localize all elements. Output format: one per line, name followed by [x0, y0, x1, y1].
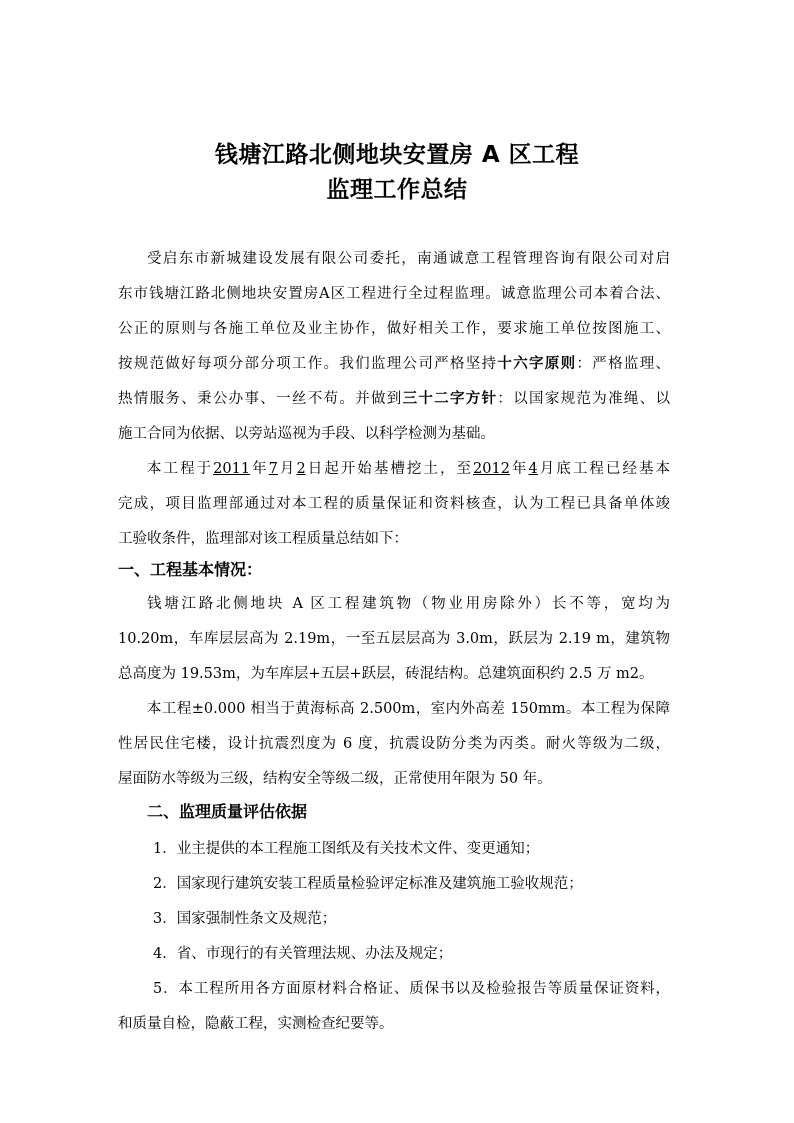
- start-day: 2: [296, 461, 306, 477]
- section-1-heading: 一、工程基本情况：: [118, 560, 263, 579]
- intro-line-1: 受启东市新城建设发展有限公司委托，南通诚意工程管理咨询有限公司对启: [147, 251, 670, 267]
- progress-text: 年: [509, 461, 529, 477]
- basis-item-5-line-1: 5．本工程所用各方面原材料合格证、质保书以及检验报告等质量保证资料，: [153, 981, 670, 997]
- thirty-two-char-policy: 三十二字方针: [402, 390, 498, 407]
- section-1-para-2-line-3: 屋面防水等级为三级，结构安全等级二级，正常使用年限为 50 年。: [118, 771, 552, 787]
- progress-line-2: 完成，项目监理部通过对本工程的质量保证和资料核查，认为工程已具备单体竣: [118, 496, 670, 512]
- intro-line-4-text-a: 按规范做好每项分部分项工作。我们监理公司严格坚持: [118, 356, 498, 372]
- start-year: 2011: [213, 461, 251, 477]
- document-subtitle: 监理工作总结: [326, 177, 468, 203]
- progress-text: 本工程于: [147, 461, 214, 477]
- basis-item-1: 1．业主提供的本工程施工图纸及有关技术文件、变更通知；: [153, 841, 540, 857]
- progress-text: 月底工程已经基本: [537, 461, 671, 477]
- section-1-para-2-line-2: 性居民住宅楼，设计抗震烈度为 6 度，抗震设防分类为丙类。耐火等级为二级，: [118, 736, 670, 752]
- intro-line-5: [118, 388, 670, 410]
- intro-line-5-text-b: ：以国家规范为准绳、以: [497, 391, 671, 407]
- section-1-para-1-line-3: 总高度为 19.53m，为车库层+五层+跃层，砖混结构。总建筑面积约 2.5 万 m2。: [118, 666, 654, 682]
- end-year: 2012: [473, 461, 510, 477]
- progress-text: 月: [277, 461, 297, 477]
- basis-item-5-line-2: 和质量自检，隐蔽工程，实测检查纪要等。: [118, 1016, 394, 1032]
- document-title: 钱塘江路北侧地块安置房 A 区工程: [214, 142, 580, 168]
- section-1-para-2-line-1: 本工程±0.000 相当于黄海标高 2.500m，室内外高差 150mm。本工程为保障: [147, 701, 670, 717]
- end-month: 4: [528, 461, 538, 477]
- section-1-para-1-line-1: 钱塘江路北侧地块 A 区工程建筑物（物业用房除外）长不等，宽均为: [147, 596, 670, 612]
- intro-line-4-text-b: ：严格监理、: [576, 356, 671, 372]
- section-1-para-1-line-2: 10.20m，车库层层高为 2.19m，一至五层层高为 3.0m，跃层为 2.19 m，建筑物: [118, 631, 670, 647]
- progress-text: 日起开始基槽挖土，至: [305, 461, 474, 477]
- intro-line-3: 公正的原则与各施工单位及业主协作，做好相关工作，要求施工单位按图施工、: [118, 321, 670, 337]
- basis-item-3: 3．国家强制性条文及规范；: [153, 911, 337, 927]
- sixteen-char-principle: 十六字原则: [497, 355, 577, 372]
- progress-text: 年: [250, 461, 269, 477]
- intro-line-4: [118, 353, 670, 375]
- progress-line-1: [147, 458, 670, 480]
- intro-line-2: 东市钱塘江路北侧地块安置房A区工程进行全过程监理。诚意监理公司本着合法、: [118, 286, 670, 302]
- intro-line-6: 施工合同为依据、以旁站巡视为手段、以科学检测为基础。: [118, 426, 495, 442]
- intro-line-5-text-a: 热情服务、秉公办事、一丝不苟。并做到: [118, 391, 403, 407]
- section-2-heading: 二、监理质量评估依据: [147, 802, 308, 821]
- basis-item-4: 4．省、市现行的有关管理法规、办法及规定；: [153, 946, 453, 962]
- progress-line-3: 工验收条件，监理部对该工程质量总结如下：: [118, 531, 408, 547]
- basis-item-2: 2．国家现行建筑安装工程质量检验评定标准及建筑施工验收规范；: [153, 876, 583, 892]
- start-month: 7: [268, 461, 278, 477]
